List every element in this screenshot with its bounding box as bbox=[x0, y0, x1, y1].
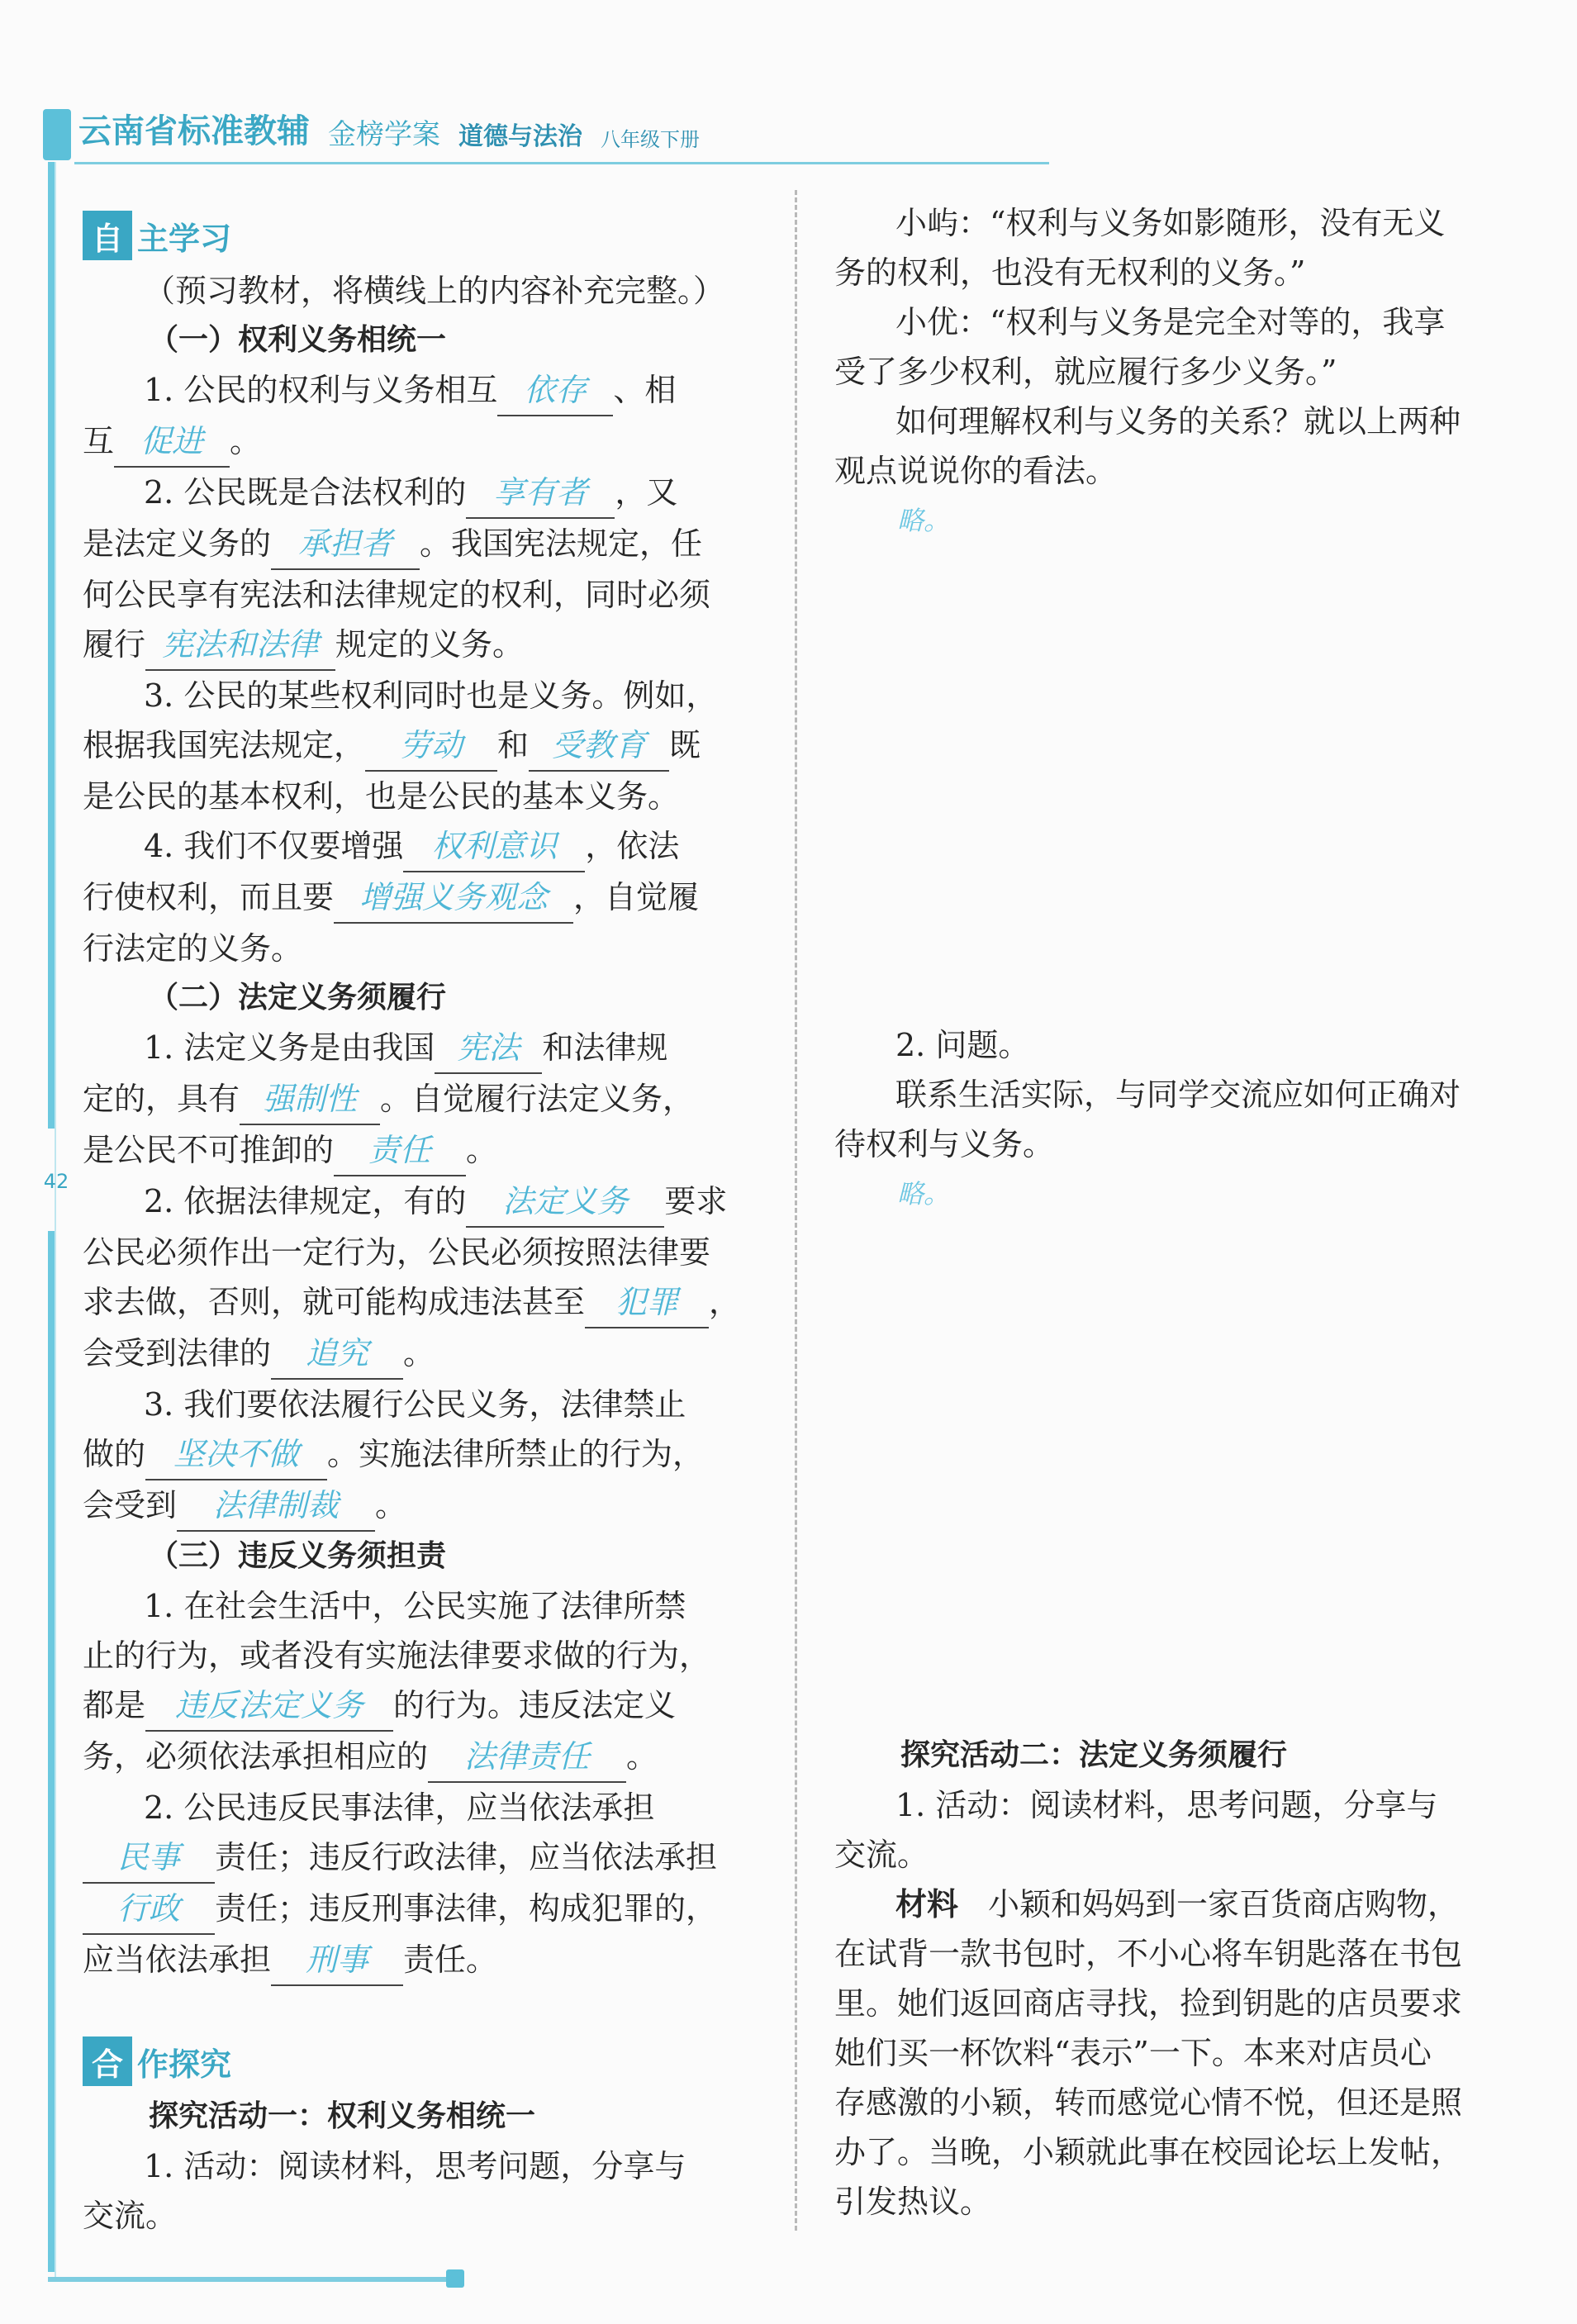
answer-blank: 促进 bbox=[114, 416, 230, 468]
answer-blank: 依存 bbox=[497, 365, 613, 416]
answer-omitted: 略。 bbox=[897, 505, 951, 536]
question2-title: 2. 问题。 bbox=[895, 1027, 1030, 1063]
answer-blank: 犯罪 bbox=[585, 1277, 709, 1328]
text-line: 务，必须依法承担相应的 法律责任 。 bbox=[83, 1732, 757, 1783]
margin-bar-bottom bbox=[48, 1231, 55, 2272]
right-column bbox=[834, 198, 1508, 2227]
header-accent-bar bbox=[43, 109, 71, 160]
text-line: 民事 责任；违反行政法律，应当依法承担 bbox=[83, 1832, 757, 1884]
text-line: 行使权利，而且要 增强义务观念 ，自觉履 bbox=[83, 872, 757, 924]
cooperation-badge: 合 bbox=[83, 2036, 132, 2086]
answer-blank: 刑事 bbox=[271, 1935, 403, 1986]
text-line: 联系生活实际，与同学交流应如何正确对 bbox=[895, 1076, 1461, 1113]
text-line: 是公民的基本权利，也是公民的基本义务。 bbox=[83, 778, 680, 815]
answer-blank: 法律制裁 bbox=[177, 1480, 375, 1532]
page-header bbox=[78, 106, 700, 152]
answer-blank: 行政 bbox=[83, 1884, 215, 1935]
text-line: 公民必须作出一定行为，公民必须按照法律要 bbox=[83, 1234, 711, 1271]
answer-blank: 坚决不做 bbox=[145, 1429, 327, 1480]
margin-line bbox=[55, 162, 56, 2277]
answer-blank: 权利意识 bbox=[403, 821, 585, 872]
text-line: 她们买一杯饮料“表示”一下。本来对店员心 bbox=[834, 2035, 1432, 2071]
answer-blank: 强制性 bbox=[240, 1074, 380, 1125]
text-line: 受了多少权利，就应履行多少义务。” bbox=[834, 354, 1337, 390]
activity2-title: 探究活动二：法定义务须履行 bbox=[900, 1738, 1288, 1772]
answer-blank: 宪法 bbox=[435, 1023, 542, 1074]
answer-blank: 追究 bbox=[271, 1328, 403, 1380]
page-number: 42 bbox=[43, 1170, 69, 1193]
text-line: 根据我国宪法规定， 劳动 和 受教育 既 bbox=[83, 720, 757, 772]
text-line: 都是 违反法定义务 的行为。违反法定义 bbox=[83, 1680, 757, 1732]
text-line: 引发热议。 bbox=[834, 2184, 992, 2220]
part3-title: （三）违反义务须担责 bbox=[149, 1539, 447, 1573]
cooperation-heading bbox=[83, 2032, 757, 2090]
part1-title: （一）权利义务相统一 bbox=[149, 323, 447, 357]
answer-blank: 民事 bbox=[83, 1832, 215, 1884]
self-study-badge: 自 bbox=[83, 211, 132, 260]
text-line: 交流。 bbox=[83, 2198, 178, 2234]
header-grade: 八年级下册 bbox=[601, 128, 700, 151]
text-line: 互 促进 。 bbox=[83, 416, 757, 468]
material-label: 材料 bbox=[895, 1886, 959, 1922]
activity1-title: 探究活动一：权利义务相统一 bbox=[149, 2099, 536, 2133]
text-line: 材料 小颖和妈妈到一家百货商店购物， bbox=[895, 1886, 1460, 1922]
text-line: 履行 宪法和法律 规定的义务。 bbox=[83, 620, 757, 671]
text-line: 2. 公民违反民事法律，应当依法承担 bbox=[144, 1789, 655, 1826]
footer-rule bbox=[48, 2277, 453, 2282]
cooperation-title: 作探究 bbox=[137, 2046, 232, 2083]
answer-blank: 违反法定义务 bbox=[145, 1680, 393, 1732]
text-line: 何公民享有宪法和法律规定的权利，同时必须 bbox=[83, 577, 711, 613]
answer-blank: 责任 bbox=[334, 1125, 466, 1176]
text-line: 行政 责任；违反刑事法律，构成犯罪的， bbox=[83, 1884, 757, 1935]
answer-blank: 承担者 bbox=[271, 519, 420, 570]
answer-blank: 增强义务观念 bbox=[334, 872, 573, 924]
text-line: 止的行为，或者没有实施法律要求做的行为， bbox=[83, 1637, 711, 1674]
answer-blank: 受教育 bbox=[529, 720, 669, 772]
text-line: 交流。 bbox=[834, 1837, 929, 1873]
text-line: 求去做，否则，就可能构成违法甚至 犯罪 ， bbox=[83, 1277, 757, 1328]
text-line: 行法定的义务。 bbox=[83, 930, 303, 967]
text-line: 1. 在社会生活中，公民实施了法律所禁 bbox=[144, 1588, 686, 1624]
text-line: 应当依法承担 刑事 责任。 bbox=[83, 1935, 757, 1986]
text-line: 1. 活动：阅读材料，思考问题，分享与 bbox=[144, 2148, 686, 2184]
text-line: 里。她们返回商店寻找，捡到钥匙的店员要求 bbox=[834, 1985, 1463, 2022]
text-line: 小优：“权利与义务是完全对等的，我享 bbox=[895, 304, 1446, 340]
text-line: 4. 我们不仅要增强 权利意识 ，依法 bbox=[83, 821, 757, 872]
text-line: 会受到 法律制裁 。 bbox=[83, 1480, 757, 1532]
header-brand: 金榜学案 bbox=[328, 118, 440, 151]
text-line: 2. 依据法律规定，有的 法定义务 要求 bbox=[83, 1176, 757, 1228]
header-series: 云南省标准教辅 bbox=[78, 112, 310, 150]
text-line: 3. 公民的某些权利同时也是义务。例如， bbox=[144, 677, 718, 714]
text-line: 1. 法定义务是由我国 宪法 和法律规 bbox=[83, 1023, 757, 1074]
answer-blank: 劳动 bbox=[365, 720, 497, 772]
text-line: 务的权利，也没有无权利的义务。” bbox=[834, 254, 1306, 291]
text-line: 3. 我们要依法履行公民义务，法律禁止 bbox=[144, 1386, 686, 1423]
text-line: 办了。当晚，小颖就此事在校园论坛上发帖， bbox=[834, 2134, 1463, 2170]
self-study-title: 主学习 bbox=[137, 220, 232, 257]
text-line: 小屿：“权利与义务如影随形，没有无义 bbox=[895, 205, 1446, 241]
text-line: 如何理解权利与义务的关系？就以上两种 bbox=[895, 403, 1461, 440]
text-line: 是公民不可推卸的 责任 。 bbox=[83, 1125, 757, 1176]
text-line: 待权利与义务。 bbox=[834, 1126, 1055, 1162]
text-line: 观点说说你的看法。 bbox=[834, 453, 1118, 489]
answer-blank: 宪法和法律 bbox=[145, 620, 335, 671]
column-divider bbox=[795, 190, 797, 2231]
self-study-heading bbox=[83, 207, 757, 264]
left-column bbox=[83, 207, 757, 2241]
self-study-intro: （预习教材，将横线上的内容补充完整。） bbox=[144, 273, 725, 309]
text-line: 1. 公民的权利与义务相互 依存 、相 bbox=[83, 365, 757, 416]
header-rule bbox=[74, 162, 1049, 164]
footer-marker bbox=[446, 2269, 464, 2288]
header-subject: 道德与法治 bbox=[458, 122, 582, 151]
text-line: 定的，具有 强制性 。自觉履行法定义务， bbox=[83, 1074, 757, 1125]
text-line: 1. 活动：阅读材料，思考问题，分享与 bbox=[895, 1787, 1438, 1823]
text-line: 是法定义务的 承担者 。我国宪法规定，任 bbox=[83, 519, 757, 570]
text-line: 在试背一款书包时，不小心将车钥匙落在书包 bbox=[834, 1936, 1463, 1972]
text-line: 存感激的小颖，转而感觉心情不悦，但还是照 bbox=[834, 2084, 1463, 2121]
text-line: 做的 坚决不做 。实施法律所禁止的行为， bbox=[83, 1429, 757, 1480]
text-line: 2. 公民既是合法权利的 享有者 ，又 bbox=[83, 468, 757, 519]
margin-bar-top bbox=[48, 162, 55, 1129]
answer-blank: 享有者 bbox=[466, 468, 615, 519]
answer-blank: 法律责任 bbox=[428, 1732, 626, 1783]
answer-omitted: 略。 bbox=[897, 1178, 951, 1210]
part2-title: （二）法定义务须履行 bbox=[149, 981, 447, 1015]
answer-blank: 法定义务 bbox=[466, 1176, 664, 1228]
text-line: 会受到法律的 追究 。 bbox=[83, 1328, 757, 1380]
